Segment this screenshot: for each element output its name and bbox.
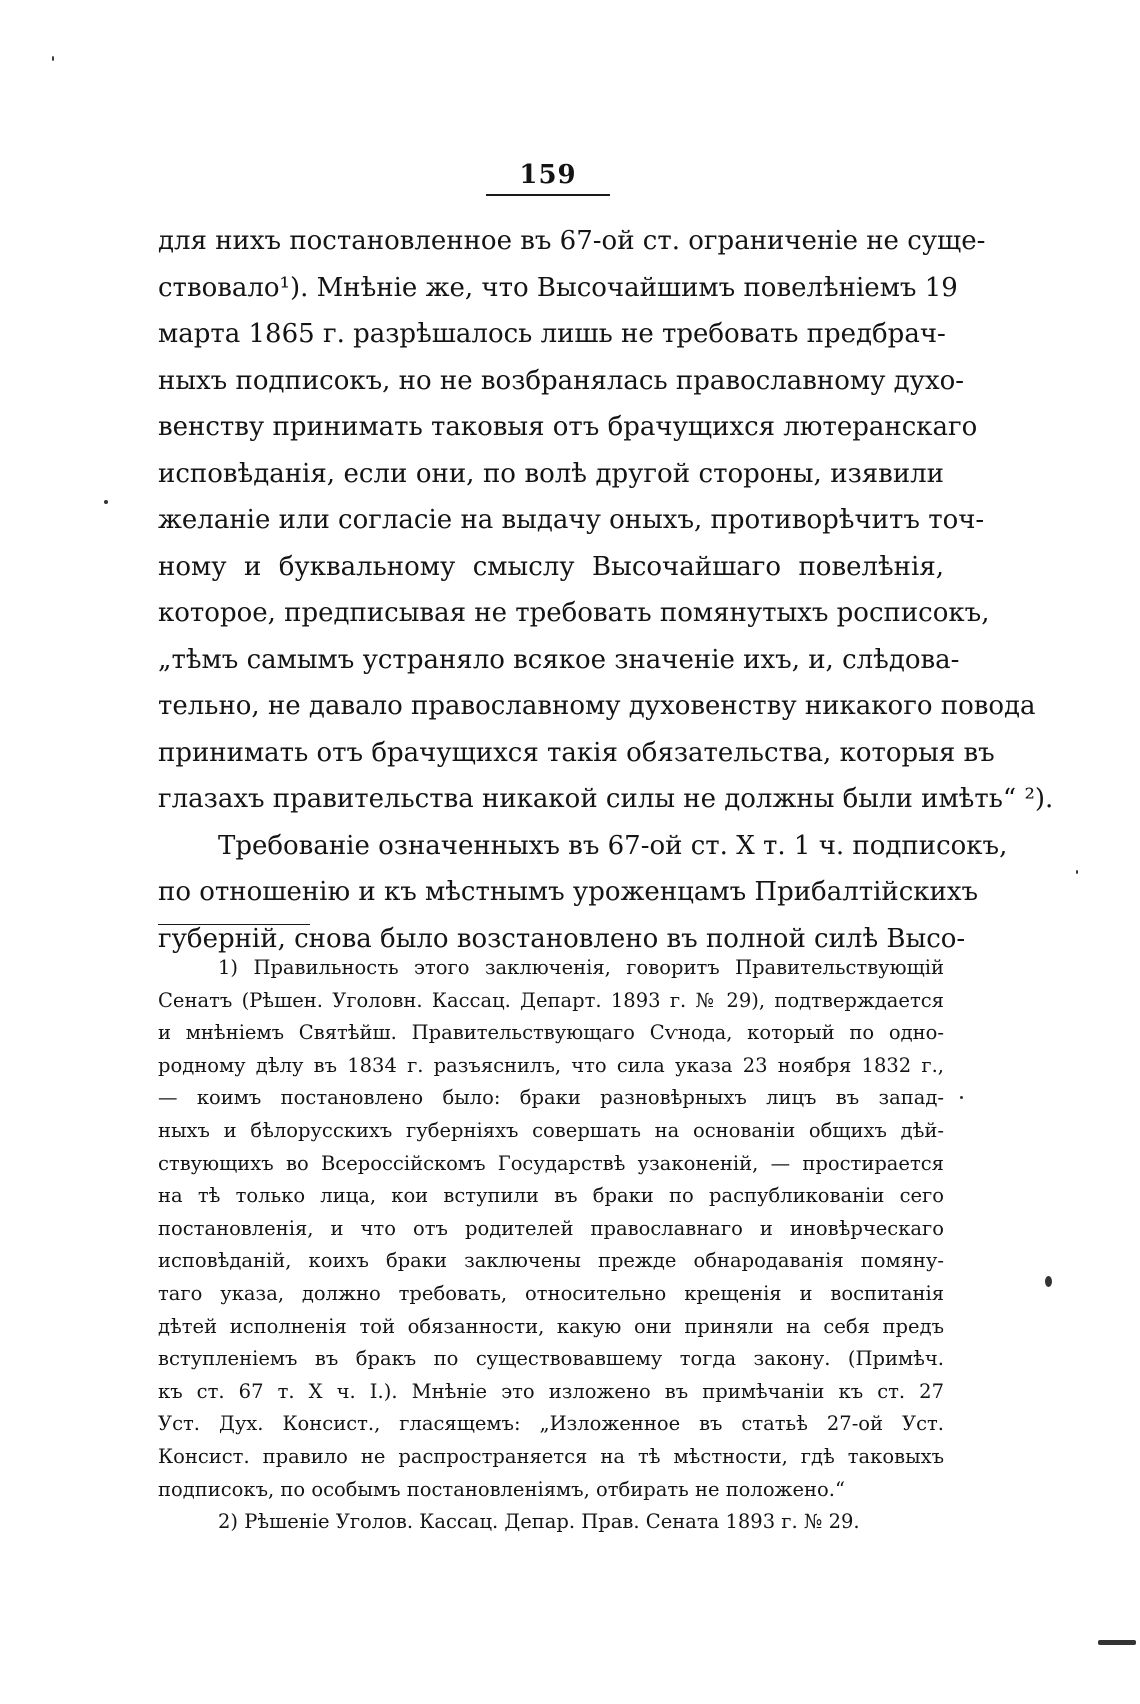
footnote-line: ствующихъ во Всероссійскомъ Государствѣ узаконеній, — простирается — [158, 1151, 944, 1175]
footnote-line: Консист. правило не распространяется на тѣ мѣстности, гдѣ таковыхъ — [158, 1444, 944, 1468]
main-text-line: по отношенію и къ мѣстнымъ уроженцамъ Прибалтійскихъ — [158, 877, 979, 907]
scan-speck — [1098, 1640, 1136, 1645]
scan-speck — [1045, 1276, 1052, 1287]
footnote-separator — [158, 924, 310, 925]
footnotes-block — [158, 952, 944, 1539]
main-text-line: ствовало¹). Мнѣніе же, что Высочайшимъ повелѣніемъ 19 — [158, 272, 958, 303]
footnote-line: Сенатъ (Рѣшен. Уголовн. Кассац. Департ. 1893 г. № 29), подтверждается — [158, 988, 944, 1012]
page-number-underline — [486, 194, 610, 196]
footnote-line: Уст. Дух. Консист., гласящемъ: „Изложенное въ статьѣ 27-ой Уст. — [158, 1412, 944, 1436]
main-text-line: исповѣданія, если они, по волѣ другой стороны, изявили — [158, 458, 944, 489]
footnote-line: исповѣданій, коихъ браки заключены прежде обнародаванія помяну- — [158, 1249, 944, 1273]
main-text-line: для нихъ постановленное въ 67-ой ст. ограниченіе не суще- — [158, 226, 986, 256]
footnote-line: подписокъ, по особымъ постановленіямъ, отбирать не положено.“ — [158, 1477, 845, 1501]
main-text-line: Требованіе означенныхъ въ 67-ой ст. X т. 1 ч. подписокъ, — [218, 830, 1008, 861]
scan-speck — [104, 500, 108, 504]
main-text-line: губерній, снова было возстановлено въ полной силѣ Высо- — [158, 923, 966, 954]
footnote-line: и мнѣніемъ Святѣйш. Правительствующаго Сѵнода, который по одно- — [158, 1021, 944, 1045]
footnote-line: на тѣ только лица, кои вступили въ браки по распубликованіи сего — [158, 1184, 944, 1208]
main-text-line: глазахъ правительства никакой силы не должны были имѣть“ ²). — [158, 784, 1054, 814]
footnote-line: таго указа, должно требовать, относительно крещенія и воспитанія — [158, 1281, 944, 1305]
footnote-line: 1) Правильность этого заключенія, говоритъ Правительствующій — [218, 956, 944, 979]
footnote-line: къ ст. 67 т. X ч. I.). Мнѣніе это изложено въ примѣчаніи къ ст. 27 — [158, 1379, 944, 1403]
page-number: 159 — [519, 160, 577, 190]
footnote-line: родному дѣлу въ 1834 г. разъяснилъ, что сила указа 23 ноября 1832 г., — [158, 1053, 944, 1077]
main-text-line: „тѣмъ самымъ устраняло всякое значеніе ихъ, и, слѣдова- — [158, 644, 960, 675]
main-text-line: венству принимать таковыя отъ брачущихся лютеранскаго — [158, 412, 978, 442]
main-text-line: тельно, не давало православному духовенству никакого повода — [158, 691, 1036, 721]
main-text-line: ному и буквальному смыслу Высочайшаго повелѣнія, — [158, 551, 944, 582]
main-text-line: ныхъ подписокъ, но не возбранялась православному духо- — [158, 365, 965, 396]
main-text-line: желаніе или согласіе на выдачу оныхъ, противорѣчитъ точ- — [158, 505, 985, 535]
footnote-line: вступленіемъ въ бракъ по существовавшему тогда закону. (Примѣч. — [158, 1347, 944, 1371]
main-text-line: марта 1865 г. разрѣшалось лишь не требовать предбрач- — [158, 319, 946, 349]
main-text-block — [158, 218, 1054, 962]
footnote-line: постановленія, и что отъ родителей православнаго и иновѣрческаго — [158, 1216, 944, 1240]
main-text-line: принимать отъ брачущихся такія обязательства, которыя въ — [158, 737, 995, 768]
scan-speck — [52, 56, 54, 61]
footnote-line: 2) Рѣшеніе Уголов. Кассац. Депар. Прав. Сената 1893 г. № 29. — [218, 1510, 860, 1534]
scan-speck — [1076, 870, 1078, 874]
footnote-line: — коимъ постановлено было: браки разновѣрныхъ лицъ въ запад- — [158, 1086, 944, 1110]
main-text-line: которое, предписывая не требовать помянутыхъ росписокъ, — [158, 598, 990, 628]
footnote-line: дѣтей исполненія той обязанности, какую они приняли на себя предъ — [158, 1314, 944, 1338]
scan-speck — [960, 1096, 963, 1099]
footnote-line: ныхъ и бѣлорусскихъ губерніяхъ совершать на основаніи общихъ дѣй- — [158, 1118, 944, 1142]
